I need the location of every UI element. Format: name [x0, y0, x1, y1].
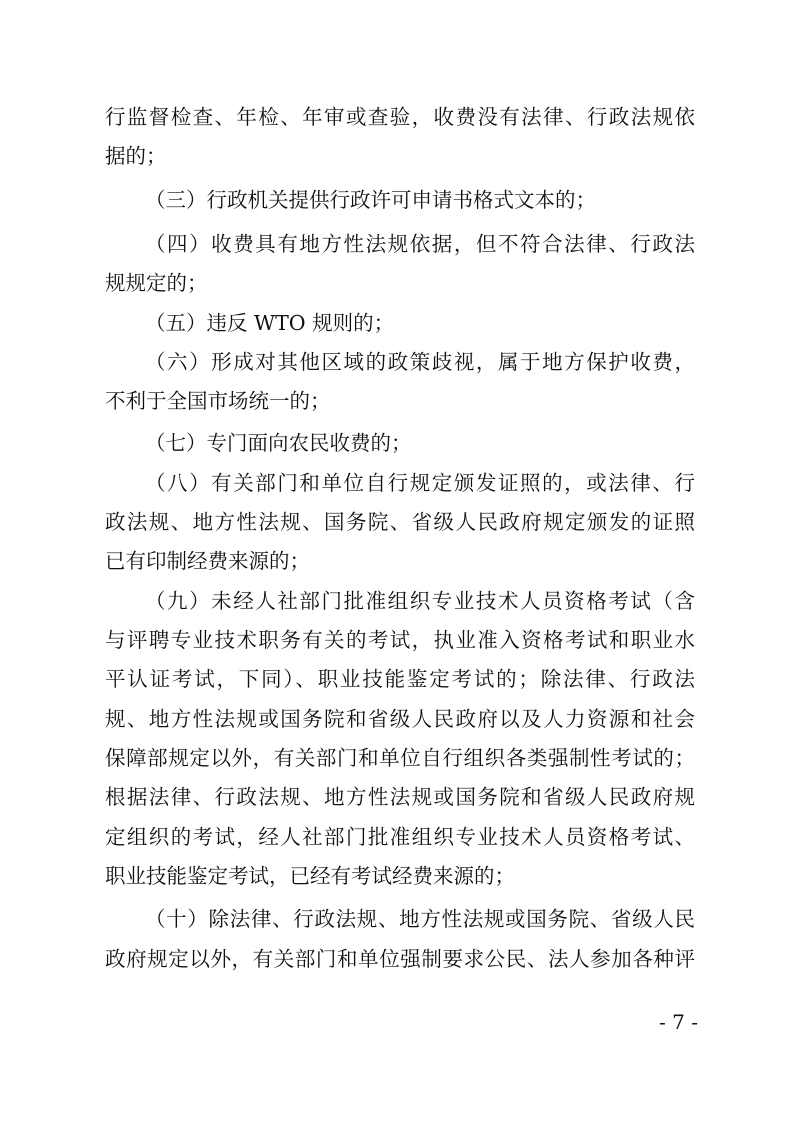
page-number: - 7 - — [659, 1010, 698, 1034]
text-line: （三）行政机关提供行政许可申请书格式文本的； — [145, 188, 596, 212]
text-line: 根据法律、行政法规、地方性法规或国务院和省级人民政府规 — [105, 785, 695, 809]
text-line: 规规定的； — [105, 271, 208, 295]
text-line: （十）除法律、行政法规、地方性法规或国务院、省级人民 — [145, 907, 695, 931]
text-line: 定组织的考试，经人社部门批准组织专业技术人员资格考试、 — [105, 825, 695, 849]
text-line: 保障部规定以外，有关部门和单位自行组织各类强制性考试的； — [105, 746, 695, 770]
text-line: （七）专门面向农民收费的； — [145, 431, 412, 455]
text-line: 规、地方性法规或国务院和省级人民政府以及人力资源和社会 — [105, 707, 695, 731]
text-line: （四）收费具有地方性法规依据，但不符合法律、行政法 — [145, 232, 695, 256]
text-line: 已有印制经费来源的； — [105, 549, 310, 573]
text-line: 行监督检查、年检、年审或查验，收费没有法律、行政法规依 — [105, 105, 695, 129]
text-line: 职业技能鉴定考试，已经有考试经费来源的； — [105, 864, 515, 888]
text-line: （五）违反 WTO 规则的； — [145, 311, 395, 335]
text-line: 平认证考试，下同）、职业技能鉴定考试的；除法律、行政法 — [105, 667, 695, 691]
text-line: （八）有关部门和单位自行规定颁发证照的，或法律、行 — [145, 471, 695, 495]
text-line: 政法规、地方性法规、国务院、省级人民政府规定颁发的证照 — [105, 510, 695, 534]
text-line: 据的； — [105, 144, 167, 168]
text-line: （九）未经人社部门批准组织专业技术人员资格考试（含 — [145, 589, 695, 613]
text-line: 不利于全国市场统一的； — [105, 389, 331, 413]
text-line: 与评聘专业技术职务有关的考试，执业准入资格考试和职业水 — [105, 628, 695, 652]
text-line: 政府规定以外，有关部门和单位强制要求公民、法人参加各种评 — [105, 947, 695, 971]
text-line: （六）形成对其他区域的政策歧视，属于地方保护收费， — [145, 350, 695, 374]
